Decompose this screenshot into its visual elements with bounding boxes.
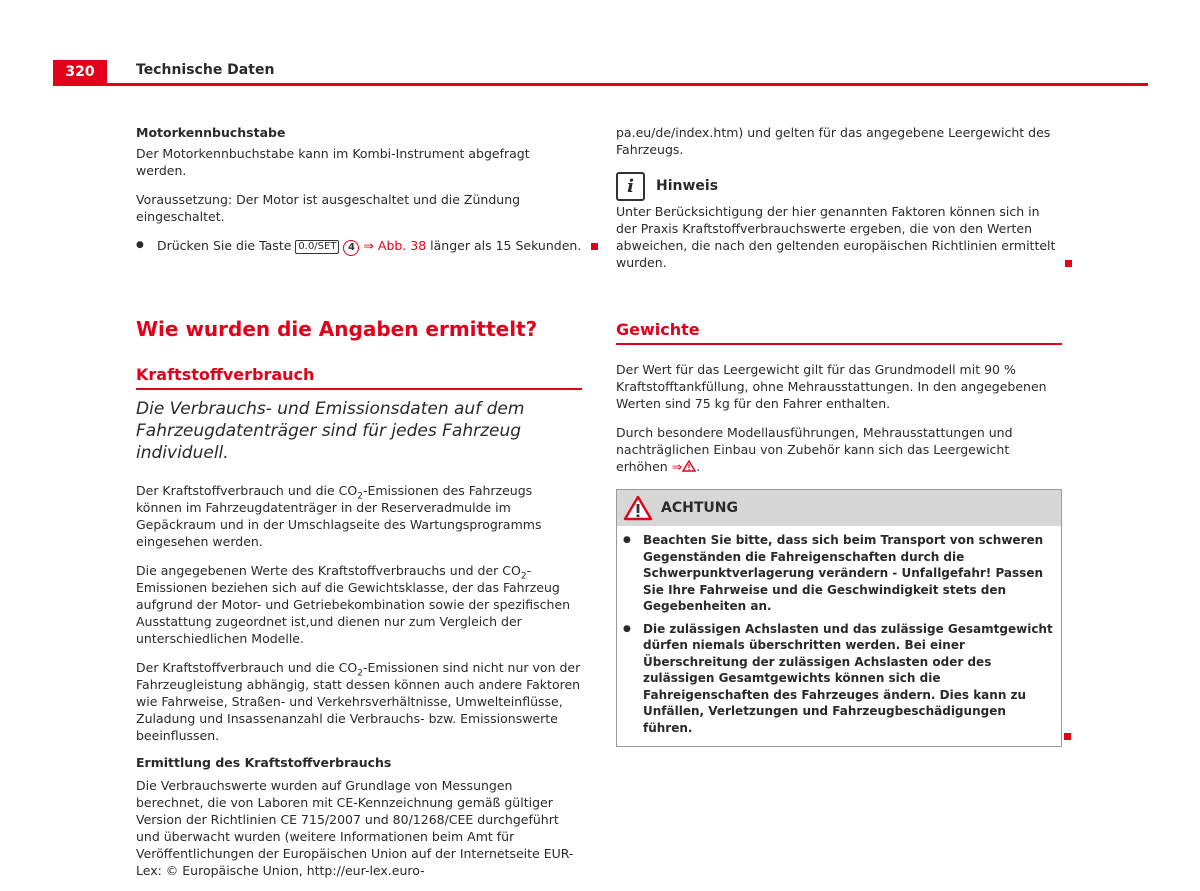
warning-title: ACHTUNG: [661, 499, 738, 516]
arrow-icon: ⇒: [671, 459, 683, 474]
end-mark-icon: [1064, 733, 1071, 740]
warning-header: [617, 490, 1061, 526]
warning-box: [616, 489, 1062, 747]
arrow-icon: ⇒: [363, 238, 374, 253]
kraftstoff-paragraph-1: Der Kraftstoffverbrauch und die $CO_2$-Emissionen des Fahrzeugs können im Fahrzeugdatenträger in der Reserveradmulde im Gepäckraum und in der Umschlagseite des Wartungsprogramms eingesehen werden.: [136, 483, 542, 549]
note-title: Hinweis: [656, 178, 719, 194]
gewichte-paragraph-2: Durch besondere Modellausführungen, Mehrausstattungen und nachträglichen Einbau von Zubehör kann sich das Leergewicht erhöhen ⇒ .: [616, 425, 1013, 474]
kraftstoff-paragraph-2: Die angegebenen Werte des Kraftstoffverbrauchs und der $CO_2$-Emissionen beziehen sich auf die Gewichtsklasse, der das Fahrzeug aufgrund der Motor- und Getriebekombination sowie der spezifischen Ausstattung zugeordnet ist,und dienen nur zum Vergleich der unterschiedlichen Modelle.: [136, 563, 571, 646]
warning-item-2: ● Die zulässigen Achslasten und das zulässige Gesamtgewicht dürfen niemals überschritten werden. Bei einer Überschreitung der zulässigen Achslasten oder des zulässigen Gesamtgewichts können sich die Fahreigenschaften des Fahrzeuges ändern. Dies kann zu Unfällen, Verletzungen und Fahrzeugbeschädigungen führen.: [623, 621, 1055, 737]
key-label: 0.0/SET: [295, 240, 339, 254]
motor-paragraph-1: Der Motorkennbuchstabe kann im Kombi-Instrument abgefragt werden.: [136, 146, 530, 178]
left-column: [136, 124, 582, 891]
warning-body: [617, 526, 1061, 746]
bullet-text-pre: Drücken Sie die Taste: [157, 238, 292, 253]
end-mark-icon: [591, 243, 598, 250]
ermittlung-heading: Ermittlung des Kraftstoffverbrauchs: [136, 755, 392, 770]
note-header: [616, 172, 1062, 201]
continued-paragraph: pa.eu/de/index.htm) und gelten für das angegebene Leergewicht des Fahrzeugs.: [616, 125, 1051, 157]
header-rule: [53, 83, 1148, 86]
callout-number: 4: [343, 240, 359, 256]
kraftstoff-paragraph-3: Der Kraftstoffverbrauch und die $CO_2$-Emissionen sind nicht nur von der Fahrzeugleistung abhängig, statt dessen können auch andere Faktoren wie Fahrweise, Straßen- und Verkehrsverhältnisse, Umwelteinflüsse, Zuladung und Insassenanzahl die Verbrauchs- bzw. Emissionswerte beeinflussen.: [136, 660, 581, 743]
section-title: Wie wurden die Angaben ermittelt?: [136, 317, 538, 341]
gewichte-heading: Gewichte: [616, 319, 1062, 345]
kraftstoff-heading: Kraftstoffverbrauch: [136, 364, 582, 390]
end-mark-icon: [1065, 260, 1072, 267]
right-column: [616, 124, 1062, 747]
page-header-title: Technische Daten: [136, 62, 275, 78]
note-text: Unter Berücksichtigung der hier genannten Faktoren können sich in der Praxis Kraftstoffverbrauchswerte ergeben, die von den Werten abweichen, die nach den geltenden europäischen Richtlinien ermittelt wurden.: [616, 203, 1062, 271]
motor-heading: Motorkennbuchstabe: [136, 125, 286, 140]
figure-link[interactable]: Abb. 38: [377, 238, 427, 253]
warning-triangle-icon: [682, 460, 696, 472]
bullet-text-post: länger als 15 Sekunden.: [430, 238, 582, 253]
gewichte-paragraph-1: Der Wert für das Leergewicht gilt für das Grundmodell mit 90 % Kraftstofftankfüllung, ohne Mehrausstattungen. In den angegebenen Werten sind 75 kg für den Fahrer enthalten.: [616, 362, 1047, 411]
warning-item-1: ● Beachten Sie bitte, dass sich beim Transport von schweren Gegenständen die Fahreigenschaften durch die Schwerpunktverlagerung verändern - Unfallgefahr! Passen Sie Ihre Fahrweise und die Geschwindigkeit stets den Gegebenheiten an.: [623, 532, 1055, 615]
motor-bullet: [136, 237, 592, 256]
motor-paragraph-2: Voraussetzung: Der Motor ist ausgeschaltet und die Zündung eingeschaltet.: [136, 192, 521, 224]
lead-text: Die Verbrauchs- und Emissionsdaten auf dem Fahrzeugdatenträger sind für jedes Fahrzeug individuell.: [136, 399, 525, 463]
warning-icon: [623, 495, 653, 521]
page-number: 320: [53, 60, 107, 84]
ermittlung-paragraph: Die Verbrauchswerte wurden auf Grundlage von Messungen berechnet, die von Laboren mit CE-Kennzeichnung gemäß gültiger Version der Richtlinien CE 715/2007 und 80/1268/CEE durchgeführt und überwacht wurden (weitere Informationen beim Amt für Veröffentlichungen der Europäischen Union auf der Internetseite EUR-Lex: © Europäische Union, http://eur-lex.euro-: [136, 778, 574, 878]
info-icon: i: [616, 172, 645, 201]
